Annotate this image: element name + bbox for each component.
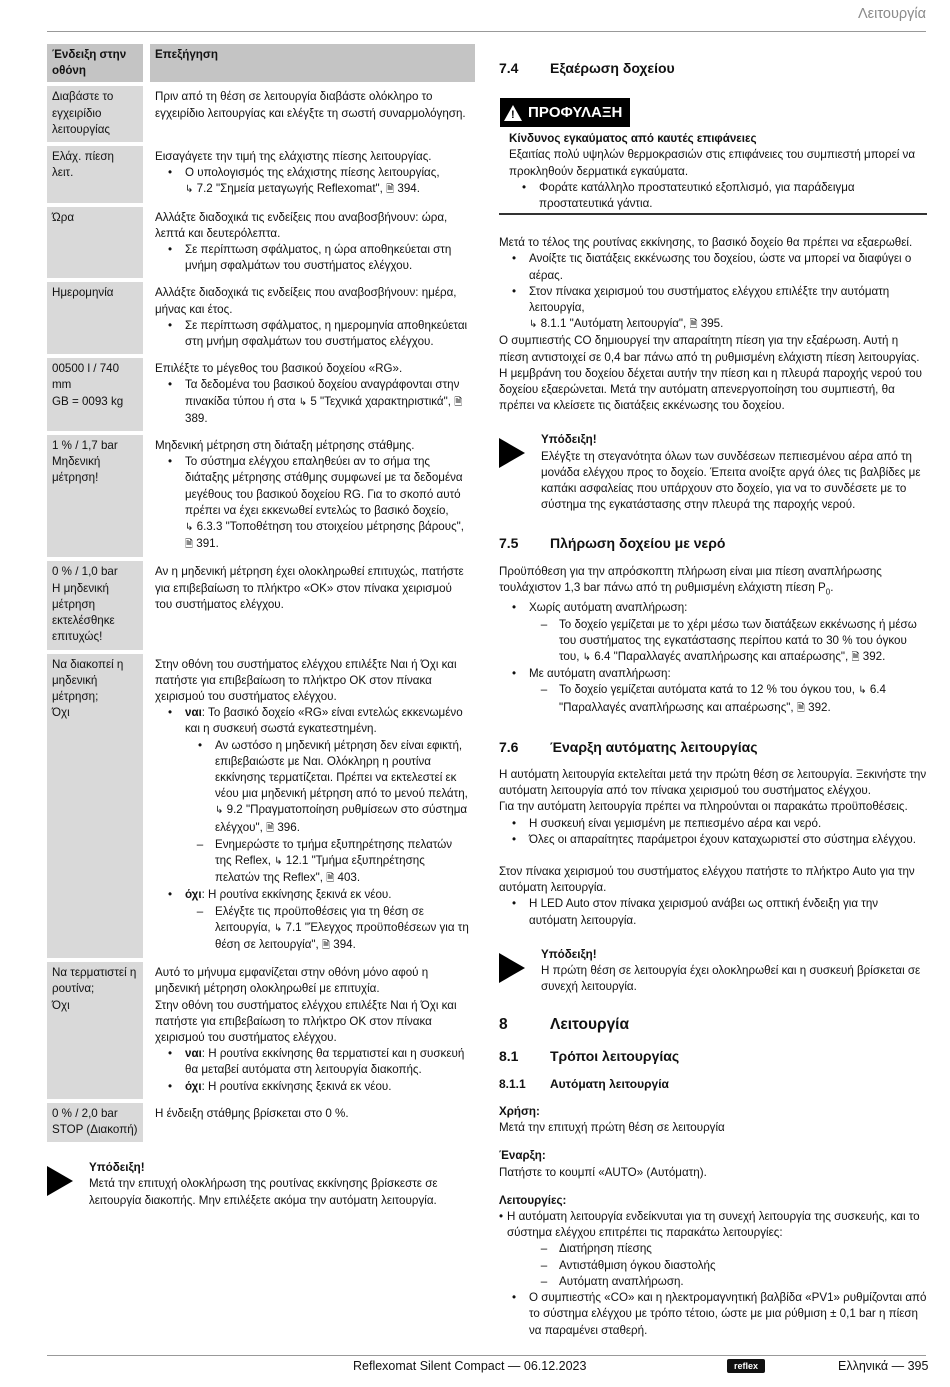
row-display [47, 654, 150, 963]
paragraph: Ο συμπιεστής CO δημιουργεί την απαραίτητη πίεση για την εξαέρωση. Αυτή η πίεση αντιστοιχεί σε 0,4 bar πάνω από τη ρυθμισμένη ελάχιστη πίεση λειτουργίας. Η μεμβράνη του δοχείου δέχεται αυτήν την πίεση και η πλευρά παροχής νερού του δοχείου εξαερώνεται. Μετά την αυτόματη απενεργοποίηση του συμπιεστή, θα πρέπει να κλείσετε τις διατάξεις εκκένωσης του δοχείου. [499, 334, 922, 413]
row-display: Ώρα [47, 207, 150, 283]
bullet: • [167, 318, 173, 332]
section-heading [499, 1048, 927, 1064]
display-line: 0 % / 1,0 bar [52, 565, 118, 579]
paragraph [499, 564, 927, 601]
warning-title: Κίνδυνος εγκαύματος από καυτές επιφάνειες [509, 132, 757, 146]
bullet-text: : Το βασικό δοχείο «RG» είναι εντελώς εκκενωμένο και η συσκευή σωστά εγκατεστημένη. [185, 706, 463, 736]
no-label: όχι [185, 1079, 202, 1093]
bullet-text: Η LED Auto στον πίνακα χειρισμού ανάβει ως οπτική ένδειξη για την αυτόματη λειτουργία. [529, 897, 879, 927]
row-explanation [150, 654, 475, 963]
display-line: 0 % / 2,0 bar [52, 1106, 118, 1120]
page-ref: 391. [196, 537, 219, 551]
bullet-text: Η αυτόματη λειτουργία ενδείκνυται για τη συνεχή λειτουργία της συσκευής, και το σύστημα ελέγχου επιτρέπει τις παρακάτω λειτουργίες: [507, 1210, 920, 1240]
note-text: Μετά την επιτυχή ολοκλήρωση της ρουτίνας εκκίνησης βρίσκεστε σε λειτουργία διακοπής. Μην επιλέξετε ακόμα την αυτόματη λειτουργία. [89, 1177, 438, 1207]
bullet: • [167, 888, 173, 902]
paragraph-text: . [830, 580, 834, 594]
note-title: Υπόδειξη! [541, 947, 597, 961]
cross-ref-icon: ↳ [273, 922, 283, 934]
note-arrow-icon [499, 432, 541, 513]
dash: – [540, 683, 548, 697]
footer-language: Ελληνικά [838, 1359, 889, 1373]
bullet: • [167, 1079, 173, 1093]
note-box [47, 1160, 475, 1209]
display-line: Να διακοπεί η μηδενική μέτρηση; [52, 657, 124, 703]
bullet: • [167, 706, 173, 720]
paragraph-text: Προϋπόθεση για την απρόσκοπτη πλήρωση είναι μια πίεση αναπλήρωσης τουλάχιστον 1,3 bar πάνω από τη ρυθμισμένη ελάχιστη πίεση P [499, 564, 882, 594]
warning-label-text: ΠΡΟΦΥΛΑΞΗ [528, 103, 623, 121]
display-line: STOP (Διακοπή) [52, 1122, 138, 1136]
page-icon: 🗎 [326, 873, 335, 885]
section-number: 7.5 [499, 535, 519, 552]
bullet-text: Ο υπολογισμός της ελάχιστης πίεσης λειτουργίας, [185, 166, 440, 180]
section-heading [499, 60, 927, 76]
row-explanation [150, 146, 475, 207]
table-row [47, 282, 475, 358]
row-explanation: Αν η μηδενική μέτρηση έχει ολοκληρωθεί επιτυχώς, πατήστε για επιβεβαίωση το πλήκτρο «OK» στον πίνακα χειρισμού του συστήματος ελέγχου. [150, 561, 475, 653]
cross-ref-link[interactable]: 6.4 "Παραλλαγές αναπλήρωσης και απαέρωσης", [594, 650, 849, 663]
chapter-number: 8 [499, 1016, 508, 1034]
no-label: όχι [185, 888, 202, 902]
bullet-text: Ο συμπιεστής «CO» και η ηλεκτρομαγνητική βαλβίδα «PV1» ρυθμίζονται από το σύστημα ελέγχου με τρόπο τέτοιο, ώστε με μια ρύθμιση ± 0,1 bar η πίεση να παραμένει σταθερή. [529, 1291, 927, 1337]
row-text: Επιλέξτε το μέγεθος του βασικού δοχείου «RG». [155, 362, 403, 376]
bullet: • [167, 455, 173, 469]
note-arrow-icon [499, 947, 541, 996]
display-line: Η μηδενική μέτρηση εκτελέσθηκε επιτυχώς! [52, 581, 115, 644]
page-icon: 🗎 [185, 539, 194, 551]
cross-ref-link[interactable]: 8.1.1 "Αυτόματη λειτουργία", [540, 317, 687, 331]
bullet-text: Χωρίς αυτόματη αναπλήρωση: [529, 601, 688, 615]
table-row [47, 654, 475, 963]
page-icon: 🗎 [454, 396, 463, 408]
dash: – [540, 1242, 548, 1256]
footer-document-title: Reflexomat Silent Compact — 06.12.2023 [353, 1359, 587, 1373]
bullet-text: Τα δεδομένα του βασικού δοχείου αναγράφονται στην πινακίδα τύπου ή στα [185, 378, 460, 408]
paragraph: Μετά το τέλος της ρουτίνας εκκίνησης, το βασικό δοχείο θα πρέπει να εξαερωθεί. [499, 236, 913, 250]
bullet-text: Διατήρηση πίεσης [559, 1242, 652, 1256]
bullet-text: Ενημερώστε το τμήμα εξυπηρέτησης πελατών της Reflex, [215, 837, 453, 867]
note-box [499, 947, 927, 996]
note-text: Ελέγξτε τη στεγανότητα όλων των συνδέσεων πεπιεσμένου αέρα από τη μονάδα ελέγχου προς το δοχείο. Έπειτα ανοίξτε αργά όλες τις βαλβίδες με καπάκι ασφαλείας που υπάρχουν στο δοχείο, για να το συνδέσετε με το σύστημα της εγκατάστασης στην πλευρά της παροχής νερού. [541, 449, 921, 512]
dash: – [196, 904, 204, 918]
footer-rule [47, 1355, 926, 1356]
cross-ref-icon: ↳ [582, 652, 592, 663]
paragraph: Στον πίνακα χειρισμού του συστήματος ελέγχου πατήστε το πλήκτρο Auto για την αυτόματη λειτουργία. [499, 865, 915, 895]
page-ref: 394. [397, 182, 420, 196]
bullet: • [511, 1291, 517, 1305]
table-row [47, 207, 475, 283]
chapter-heading [499, 1017, 927, 1033]
table-row [47, 561, 475, 653]
table-row [47, 435, 475, 561]
bullet: • [511, 897, 517, 911]
header-section-title: Λειτουργία [858, 6, 926, 22]
paragraph: Πατήστε το κουμπί «AUTO» (Αυτόματη). [499, 1165, 707, 1179]
row-text: Μηδενική μέτρηση στη διάταξη μέτρησης στάθμης. [155, 439, 415, 453]
row-text: Στην οθόνη του συστήματος ελέγχου επιλέξτε Ναι ή Όχι και πατήστε για επιβεβαίωση το πλήκτρο OK στον πίνακα χειρισμού του συστήματος ελέγχου. [155, 998, 457, 1044]
page-ref: 392. [808, 700, 831, 714]
header-rule [47, 31, 926, 32]
page-ref: 389. [185, 411, 208, 425]
display-line: Να τερματιστεί η ρουτίνα; [52, 966, 137, 996]
display-line: 00500 l / 740 mm [52, 362, 120, 392]
dash: – [540, 617, 548, 631]
row-text: Αλλάξτε διαδοχικά τις ενδείξεις που αναβοσβήνουν: ημέρα, μήνας και έτος. [155, 286, 457, 316]
table-row [47, 146, 475, 207]
yes-label: ναι [185, 1047, 202, 1061]
row-text: Στην οθόνη του συστήματος ελέγχου επιλέξτε Ναι ή Όχι και πατήστε για επιβεβαίωση το πλήκτρο OK στον πίνακα χειρισμού του συστήματος ελέγχου. [155, 657, 457, 703]
cross-ref-link[interactable]: 6.4 "Παραλλαγές αναπλήρωσης και απαέρωσης", [559, 683, 886, 714]
page-icon: 🗎 [386, 184, 395, 196]
page-ref: 392. [862, 650, 886, 663]
cross-ref-link[interactable]: 12.1 "Τμήμα εξυπηρέτησης πελατών της Reflex", [215, 853, 425, 885]
note-arrow-icon [47, 1160, 89, 1209]
bullet-text: Φοράτε κατάλληλο προστατευτικό εξοπλισμό, για παράδειγμα προστατευτικά γάντια. [539, 180, 855, 211]
left-column [47, 44, 475, 1209]
page-ref: 394. [333, 937, 356, 951]
page-icon: 🗎 [266, 822, 275, 834]
row-explanation [150, 962, 475, 1103]
bullet: • [511, 832, 517, 846]
warning-box [499, 98, 927, 215]
display-line: 1 % / 1,7 bar [52, 439, 118, 453]
bullet-text: Το σύστημα ελέγχου επαληθεύει αν το σήμα της διάταξης μέτρησης στάθμης συμφωνεί με τα δεδομένα μεγέθους του βασικού δοχείου RG. Για το σκοπό αυτό πρέπει να έχει εκκενωθεί εντελώς το βασικό δοχείο, [185, 455, 463, 517]
bullet: • [511, 816, 517, 830]
bullet-text: Η συσκευή είναι γεμισμένη με πεπιεσμένο αέρα και νερό. [529, 816, 822, 830]
label-use: Χρήση: [499, 1105, 540, 1119]
warning-label [500, 98, 630, 127]
section-title: Εξαέρωση δοχείου [550, 60, 675, 76]
row-text: Αλλάξτε διαδοχικά τις ενδείξεις που αναβοσβήνουν: ώρα, λεπτά και δευτερόλεπτα. [155, 210, 448, 240]
note-text: Η πρώτη θέση σε λειτουργία έχει ολοκληρωθεί και η συσκευή βρίσκεται σε συνεχή λειτουργία. [541, 964, 921, 994]
table-row [47, 1103, 475, 1146]
bullet: • [521, 180, 527, 194]
subsection-heading [499, 1076, 927, 1092]
table-row [47, 358, 475, 435]
cross-ref-icon: ↳ [185, 522, 194, 534]
dash: – [540, 1274, 548, 1288]
page-icon: 🗎 [796, 702, 805, 714]
bullet-text: Αυτόματη αναπλήρωση. [559, 1274, 684, 1288]
bullet-text: Αντιστάθμιση όγκου διαστολής [559, 1258, 716, 1272]
cross-ref-icon: ↳ [529, 319, 538, 331]
bullet: • [167, 166, 173, 180]
bullet-text: Σε περίπτωση σφάλματος, η ημερομηνία αποθηκεύεται στη μνήμη σφαλμάτων του συστήματος ελέγχου. [185, 318, 468, 349]
bullet: • [197, 738, 203, 752]
row-display [47, 1103, 150, 1146]
section-number: 8.1 [499, 1047, 519, 1064]
dash: – [196, 837, 204, 851]
cross-ref-link[interactable]: 6.3.3 "Τοποθέτηση του στοιχείου μέτρησης βάρους", [196, 520, 465, 534]
row-text: Εισαγάγετε την τιμή της ελάχιστης πίεσης λειτουργίας. [155, 150, 432, 164]
warning-icon: ! [504, 105, 522, 121]
table-row [47, 962, 475, 1103]
row-explanation [150, 282, 475, 358]
warning-text: Εξαιτίας πολύ υψηλών θερμοκρασιών στις επιφάνειες του συμπιεστή μπορεί να προκληθούν δερματικά εγκαύματα. [509, 148, 916, 178]
cross-ref-link[interactable]: 5 "Τεχνικά χαρακτηριστικά", [310, 394, 451, 408]
bullet: • [511, 252, 517, 266]
row-display [47, 358, 150, 435]
footer-page-info [838, 1358, 928, 1374]
row-display [47, 561, 150, 653]
subscript: 0 [825, 587, 831, 597]
display-line: Όχι [52, 706, 70, 720]
bullet-text: Ανοίξτε τις διατάξεις εκκένωσης του δοχείου, ώστε να μπορεί να διαφύγει ο αέρας. [529, 252, 912, 282]
bullet-text: Ελέγξτε τις προϋποθέσεις για τη θέση σε λειτουργία, [215, 904, 424, 934]
page-icon: 🗎 [689, 319, 698, 331]
section-title: Έναρξη αυτόματης λειτουργίας [550, 738, 758, 755]
cross-ref-icon: ↳ [215, 805, 224, 817]
label-functions: Λειτουργίες: [499, 1193, 567, 1207]
page-ref: 396. [277, 820, 300, 834]
page-icon: 🗎 [321, 939, 331, 951]
bullet-text: Σε περίπτωση σφάλματος, η ώρα αποθηκεύεται στη μνήμη σφαλμάτων του συστήματος ελέγχου. [185, 243, 452, 273]
bullet-text: : Η ρουτίνα εκκίνησης θα τερματιστεί και η συσκευή θα μεταβεί αυτόματα στη λειτουργία διακοπής. [185, 1047, 465, 1077]
table-header-row [47, 44, 475, 86]
yes-label: ναι [185, 706, 202, 720]
row-display: Ημερομηνία [47, 282, 150, 358]
cross-ref-link[interactable]: 7.2 "Σημεία μεταγωγής Reflexomat", [196, 182, 383, 196]
section-title: Πλήρωση δοχείου με νερό [550, 535, 726, 552]
paragraph: Μετά την επιτυχή πρώτη θέση σε λειτουργία [499, 1121, 725, 1135]
row-explanation [150, 207, 475, 283]
section-number: 7.6 [499, 738, 519, 755]
subsection-title: Αυτόματη λειτουργία [550, 1076, 669, 1091]
row-display [47, 962, 150, 1103]
table-header-explanation: Επεξήγηση [150, 44, 475, 86]
row-display: Διαβάστε το εγχειρίδιο λειτουργίας [47, 86, 150, 146]
bullet-text: Στον πίνακα χειρισμού του συστήματος ελέγχου επιλέξτε την αυτόματη λειτουργία, [529, 284, 890, 315]
footer-page-number: — 395 [891, 1359, 929, 1373]
row-explanation [150, 435, 475, 561]
bullet-text: Με αυτόματη αναπλήρωση: [529, 667, 671, 681]
label-start: Έναρξη: [499, 1149, 546, 1163]
bullet-text: Το δοχείο γεμίζεται αυτόματα κατά το 12 % του όγκου του, [559, 683, 855, 697]
section-heading [499, 535, 927, 551]
display-line: Μηδενική μέτρηση! [52, 455, 101, 485]
cross-ref-link[interactable]: 7.1 "Έλεγχος προϋποθέσεων για τη θέση σε λειτουργία", [215, 920, 469, 951]
note-box [499, 432, 927, 513]
row-explanation: Πριν από τη θέση σε λειτουργία διαβάστε ολόκληρο το εγχειρίδιο λειτουργίας και ελέγξτε τη σωστή συναρμολόγηση. [150, 86, 475, 146]
section-number: 7.4 [499, 60, 519, 76]
bullet-text: Όλες οι απαραίτητες παράμετροι έχουν καταχωριστεί στο σύστημα ελέγχου. [529, 832, 916, 846]
table-header-display: Ένδειξη στην οθόνη [47, 44, 150, 86]
chapter-title: Λειτουργία [550, 1016, 630, 1034]
row-display: Ελάχ. πίεση λειτ. [47, 146, 150, 207]
cross-ref-icon: ↳ [858, 685, 867, 697]
cross-ref-icon: ↳ [298, 396, 308, 408]
bullet: • [499, 1210, 504, 1224]
reflex-logo: reflex [727, 1359, 765, 1373]
paragraph: Για την αυτόματη λειτουργία πρέπει να πληρούνται οι παρακάτω προϋποθέσεις. [499, 800, 908, 814]
display-table [47, 44, 475, 1146]
row-explanation [150, 358, 475, 435]
row-display [47, 435, 150, 561]
bullet-text: Αν ωστόσο η μηδενική μέτρηση δεν είναι εφικτή, επιβεβαιώστε με Ναι. Ολόκληρη η ρουτίνα εκκίνησης τερματίζεται. Πρέπει να εκτελεστεί εκ νέου μια μηδενική μέτρηση από το μενού πελάτη, [215, 738, 468, 801]
page-icon: 🗎 [851, 652, 860, 663]
cross-ref-icon: ↳ [274, 855, 283, 867]
bullet: • [167, 1047, 173, 1061]
table-row [47, 86, 475, 146]
bullet: • [167, 378, 173, 392]
page-ref: 403. [337, 871, 361, 885]
bullet: • [167, 243, 173, 257]
cross-ref-link[interactable]: 9.2 "Πραγματοποίηση ρυθμίσεων στο σύστημα ελέγχου", [215, 803, 468, 834]
subsection-number: 8.1.1 [499, 1076, 526, 1091]
note-title: Υπόδειξη! [89, 1161, 145, 1175]
bullet: • [511, 667, 517, 681]
bullet-text: : Η ρουτίνα εκκίνησης ξεκινά εκ νέου. [201, 888, 392, 902]
bullet-text: Το δοχείο γεμίζεται με το χέρι μέσω των διατάξεων εκκένωσης ή μέσω του συστήματος της εγκατάστασης περίπου κατά το 30 % του όγκου του, [559, 617, 917, 663]
section-title: Τρόποι λειτουργίας [550, 1047, 680, 1064]
bullet: • [511, 601, 517, 615]
bullet-text: : Η ρουτίνα εκκίνησης ξεκινά εκ νέου. [201, 1079, 392, 1093]
page-ref: 395. [700, 317, 724, 331]
section-heading [499, 739, 927, 755]
bullet: • [511, 284, 517, 298]
display-line: Όχι [52, 998, 70, 1012]
row-text: Αυτό το μήνυμα εμφανίζεται στην οθόνη μόνο αφού η μηδενική μέτρηση ολοκληρωθεί με επιτυχία. [155, 966, 429, 996]
paragraph: Η αυτόματη λειτουργία εκτελείται μετά την πρώτη θέση σε λειτουργία. Ξεκινήστε την αυτόματη λειτουργία από τον πίνακα χειρισμού του συστήματος ελέγχου. [499, 768, 927, 798]
row-explanation: Η ένδειξη στάθμης βρίσκεται στο 0 %. [150, 1103, 475, 1146]
note-title: Υπόδειξη! [541, 433, 597, 447]
right-column [499, 60, 927, 1339]
display-line: GB = 0093 kg [52, 394, 124, 408]
dash: – [540, 1258, 548, 1272]
cross-ref-icon: ↳ [185, 184, 194, 196]
